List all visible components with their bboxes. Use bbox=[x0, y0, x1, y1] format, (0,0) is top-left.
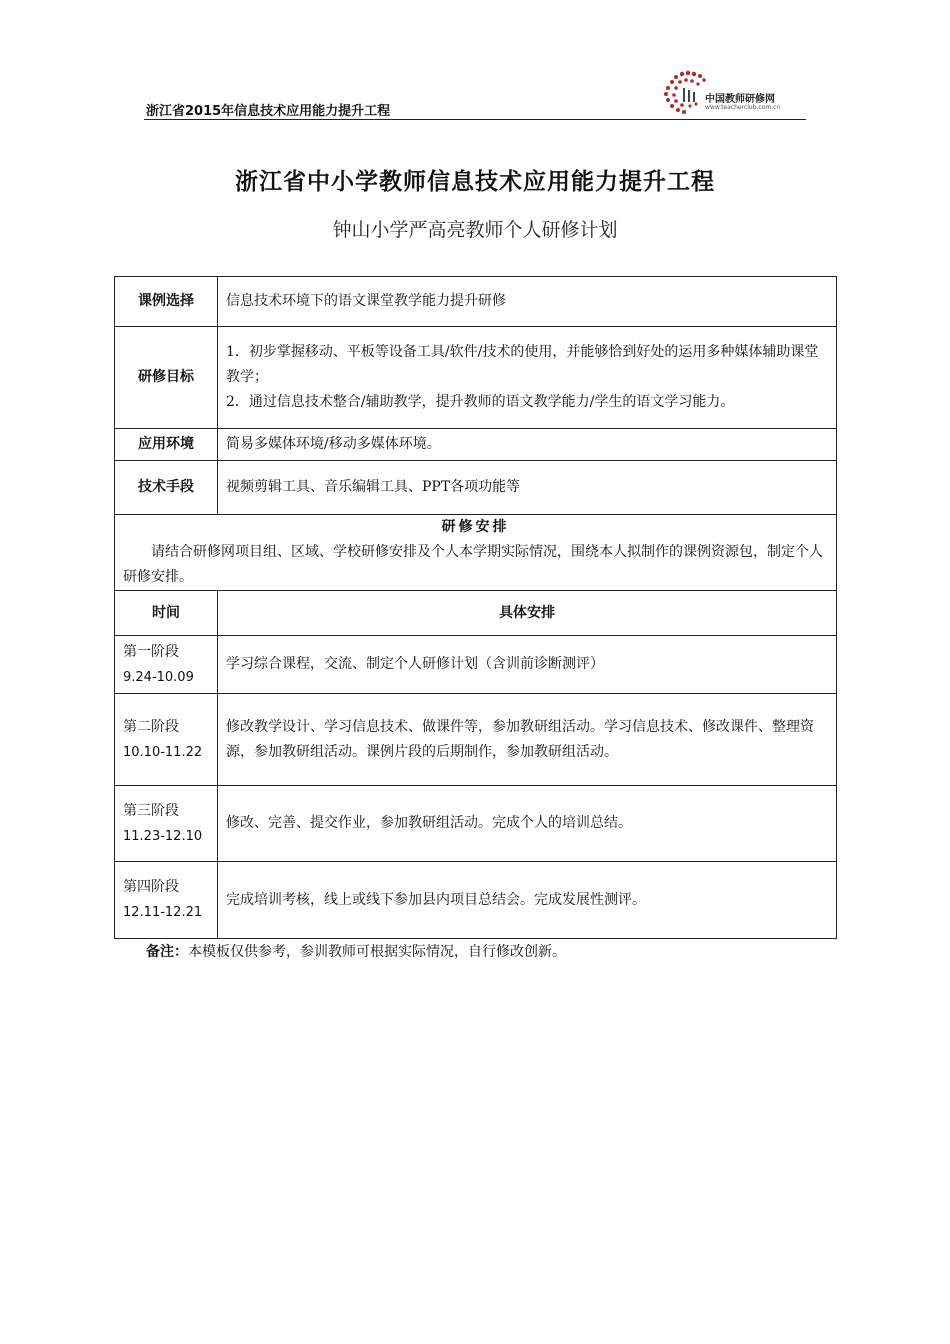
stage-name: 第二阶段 bbox=[123, 718, 179, 735]
arrangement-body: 请结合研修网项目组、区域、学校研修安排及个人本学期实际情况，围绕本人拟制作的课例资源包，制定个人研修安排。 bbox=[123, 544, 823, 585]
page-title: 浙江省中小学教师信息技术应用能力提升工程 bbox=[235, 168, 715, 195]
table-row bbox=[115, 429, 837, 461]
arrangement-cell bbox=[115, 515, 837, 591]
stage-date: 11.23-12.10 bbox=[123, 828, 203, 844]
table-row bbox=[115, 694, 837, 786]
case-label: 课例选择 bbox=[115, 277, 218, 327]
case-value: 信息技术环境下的语文课堂教学能力提升研修 bbox=[218, 277, 837, 327]
stage-cell bbox=[115, 862, 218, 939]
goal-value bbox=[218, 327, 837, 429]
stage-plan: 学习综合课程，交流、制定个人研修计划（含训前诊断测评） bbox=[218, 636, 837, 694]
goal-line-1: 1．初步掌握移动、平板等设备工具/软件/技术的使用，并能够恰到好处的运用多种媒体辅助课堂教学； bbox=[226, 344, 819, 385]
stage-name: 第四阶段 bbox=[123, 879, 179, 895]
stage-cell bbox=[115, 636, 218, 694]
tech-label: 技术手段 bbox=[115, 461, 218, 515]
goal-line-2: 2．通过信息技术整合/辅助教学，提升教师的语文教学能力/学生的语文学习能力。 bbox=[226, 394, 735, 410]
stage-plan: 完成培训考核，线上或线下参加县内项目总结会。完成发展性测评。 bbox=[218, 862, 837, 939]
logo-title: 中国教师研修网 bbox=[705, 94, 775, 105]
col-plan-header: 具体安排 bbox=[218, 591, 837, 636]
header-divider bbox=[144, 119, 806, 120]
stage-plan: 修改、完善、提交作业，参加教研组活动。完成个人的培训总结。 bbox=[218, 786, 837, 862]
table-row bbox=[115, 636, 837, 694]
stage-date: 9.24-10.09 bbox=[123, 669, 194, 685]
table-row bbox=[115, 862, 837, 939]
env-label: 应用环境 bbox=[115, 429, 218, 461]
stage-name: 第三阶段 bbox=[123, 802, 179, 819]
logo-url: www.teacherclub.com.cn bbox=[705, 104, 781, 111]
table-row bbox=[115, 277, 837, 327]
page-subtitle: 钟山小学严高亮教师个人研修计划 bbox=[332, 219, 618, 241]
stage-name: 第一阶段 bbox=[123, 643, 179, 660]
tech-value: 视频剪辑工具、音乐编辑工具、PPT各项功能等 bbox=[218, 461, 837, 515]
stage-cell bbox=[115, 786, 218, 862]
page-header-text: 浙江省2015年信息技术应用能力提升工程 bbox=[146, 104, 391, 119]
plan-table bbox=[114, 276, 837, 939]
goal-label: 研修目标 bbox=[115, 327, 218, 429]
stage-cell bbox=[115, 694, 218, 786]
table-header-row bbox=[115, 591, 837, 636]
col-time-header: 时间 bbox=[115, 591, 218, 636]
arrangement-title: 研修安排 bbox=[441, 519, 510, 535]
table-row bbox=[115, 327, 837, 429]
table-row bbox=[115, 515, 837, 591]
table-row bbox=[115, 461, 837, 515]
footnote-text: 本模板仅供参考，参训教师可根据实际情况，自行修改创新。 bbox=[188, 944, 566, 960]
stage-plan: 修改教学设计、学习信息技术、做课件等，参加教研组活动。学习信息技术、修改课件、整理资源，参加教研组活动。课例片段的后期制作，参加教研组活动。 bbox=[218, 694, 837, 786]
stage-date: 12.11-12.21 bbox=[123, 905, 203, 920]
table-row bbox=[115, 786, 837, 862]
stage-date: 10.10-11.22 bbox=[123, 744, 203, 760]
footnote-label: 备注： bbox=[146, 944, 188, 960]
footnote bbox=[146, 941, 566, 961]
env-value: 简易多媒体环境/移动多媒体环境。 bbox=[218, 429, 837, 461]
